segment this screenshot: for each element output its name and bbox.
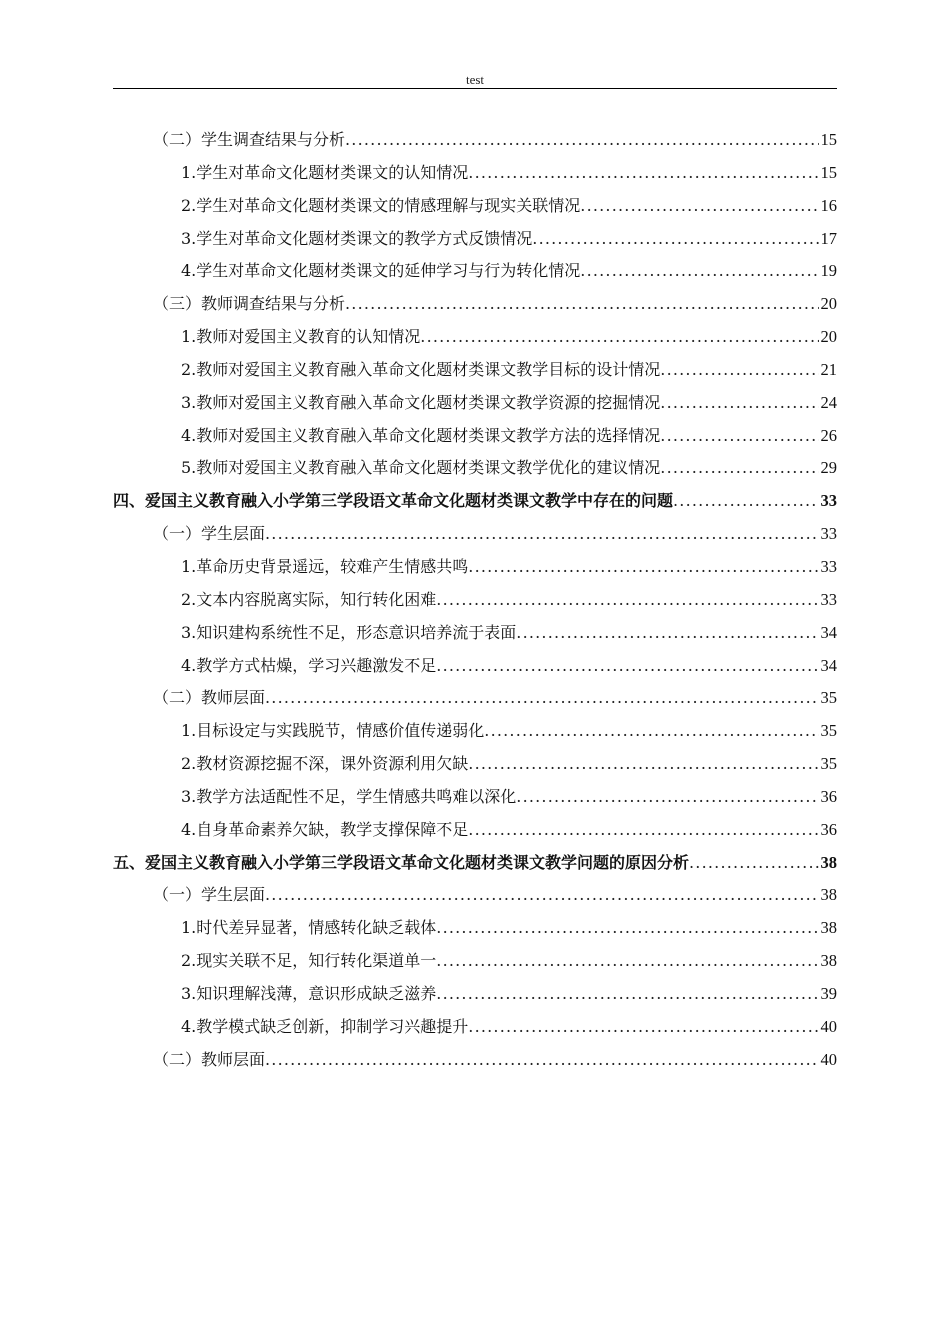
- toc-entry-title: 知识建构系统性不足，形态意识培养流于表面: [196, 622, 517, 642]
- toc-entry-title: （一）学生层面: [153, 524, 266, 544]
- dot-leader: [468, 748, 818, 781]
- toc-entry-title: 文本内容脱离实际，知行转化困难: [196, 589, 437, 609]
- dot-leader: [265, 879, 818, 912]
- toc-entry[interactable]: [113, 879, 837, 912]
- running-header: test: [465, 72, 485, 87]
- dot-leader: [673, 485, 818, 518]
- dot-leader: [436, 978, 818, 1011]
- toc-entry[interactable]: [113, 847, 837, 880]
- toc-entry-title: 学生对革命文化题材类课文的教学方式反馈情况: [196, 228, 533, 248]
- toc-entry[interactable]: [113, 255, 837, 288]
- toc-entry[interactable]: [113, 617, 837, 650]
- toc-entry-page-number: 34: [820, 622, 837, 642]
- toc-entry-page-number: 40: [820, 1016, 837, 1036]
- toc-entry[interactable]: [113, 157, 837, 190]
- toc-entry-page-number: 35: [820, 754, 837, 774]
- toc-entry-page-number: 33: [820, 524, 837, 544]
- toc-entry-number: 3.: [181, 983, 197, 1003]
- toc-entry-page-number: 15: [820, 130, 837, 149]
- toc-entry-title: 学生对革命文化题材类课文的情感理解与现实关联情况: [196, 195, 581, 215]
- dot-leader: [345, 124, 818, 157]
- toc-entry-number: 1.: [181, 162, 197, 182]
- toc-entry-number: 4.: [181, 819, 197, 839]
- dot-leader: [580, 190, 818, 223]
- toc-entry-title: 教学方式枯燥，学习兴趣激发不足: [196, 655, 437, 675]
- toc-entry-page-number: 21: [820, 359, 837, 379]
- toc-entry-number: 1.: [181, 556, 197, 576]
- toc-entry-title: 教学模式缺乏创新，抑制学习兴趣提升: [196, 1016, 469, 1036]
- toc-entry-page-number: 38: [820, 918, 837, 938]
- toc-entry-page-number: 39: [820, 983, 837, 1003]
- dot-leader: [484, 715, 818, 748]
- dot-leader: [265, 682, 818, 715]
- toc-entry-page-number: 38: [820, 951, 837, 971]
- dot-leader: [468, 1011, 818, 1044]
- toc-entry-number: 2.: [181, 951, 197, 971]
- toc-entry-number: 2.: [181, 754, 197, 774]
- toc-entry[interactable]: [113, 288, 837, 321]
- toc-entry-number: 3.: [181, 622, 197, 642]
- toc-entry-number: 1.: [181, 721, 197, 741]
- toc-entry-title: 教师对爱国主义教育的认知情况: [196, 327, 421, 347]
- dot-leader: [468, 814, 818, 847]
- toc-entry-page-number: 34: [820, 655, 837, 675]
- toc-entry-title: 学生对革命文化题材类课文的延伸学习与行为转化情况: [196, 261, 581, 281]
- toc-entry[interactable]: [113, 912, 837, 945]
- toc-entry-title: （二）教师层面: [153, 688, 266, 708]
- toc-entry[interactable]: [113, 945, 837, 978]
- toc-entry-title: 学生对革命文化题材类课文的认知情况: [196, 162, 469, 182]
- toc-entry-number: 3.: [181, 392, 197, 412]
- toc-entry[interactable]: [113, 551, 837, 584]
- dot-leader: [660, 387, 818, 420]
- toc-entry-page-number: 35: [820, 688, 837, 708]
- toc-entry-page-number: 16: [820, 195, 837, 215]
- dot-leader: [265, 1044, 818, 1077]
- toc-entry-title: 现实关联不足，知行转化渠道单一: [196, 951, 437, 971]
- toc-entry-title: 教师对爱国主义教育融入革命文化题材类课文教学方法的选择情况: [196, 425, 661, 445]
- dot-leader: [516, 617, 818, 650]
- toc-entry[interactable]: [113, 354, 837, 387]
- dot-leader: [468, 157, 818, 190]
- toc-entry[interactable]: [113, 715, 837, 748]
- toc-entry-title: （二）教师层面: [153, 1049, 266, 1069]
- toc-entry-page-number: 15: [820, 162, 837, 182]
- toc-entry[interactable]: [113, 518, 837, 551]
- dot-leader: [436, 650, 818, 683]
- toc-entry-title: 四、爱国主义教育融入小学第三学段语文革命文化题材类课文教学中存在的问题: [113, 491, 674, 511]
- toc-entry-number: 1.: [181, 918, 197, 938]
- toc-entry[interactable]: [113, 1044, 837, 1077]
- toc-entry-page-number: 33: [820, 491, 837, 511]
- toc-entry-title: 教师对爱国主义教育融入革命文化题材类课文教学目标的设计情况: [196, 359, 661, 379]
- toc-entry-page-number: 35: [820, 721, 837, 741]
- toc-entry-page-number: 33: [820, 589, 837, 609]
- toc-entry-title: （二）学生调查结果与分析: [153, 130, 346, 149]
- toc-entry-page-number: 33: [820, 556, 837, 576]
- dot-leader: [516, 781, 818, 814]
- toc-entry[interactable]: [113, 748, 837, 781]
- toc-entry-page-number: 19: [820, 261, 837, 281]
- dot-leader: [436, 584, 818, 617]
- table-of-contents: [113, 124, 837, 1076]
- toc-entry[interactable]: [113, 452, 837, 485]
- header-rule: [113, 88, 837, 89]
- toc-entry-title: 目标设定与实践脱节，情感价值传递弱化: [196, 721, 485, 741]
- toc-entry-page-number: 38: [820, 885, 837, 905]
- dot-leader: [265, 518, 818, 551]
- toc-entry[interactable]: [113, 124, 837, 157]
- toc-entry-title: 教师对爱国主义教育融入革命文化题材类课文教学优化的建议情况: [196, 458, 661, 478]
- toc-entry[interactable]: [113, 485, 837, 518]
- toc-entry[interactable]: [113, 584, 837, 617]
- dot-leader: [660, 354, 818, 387]
- dot-leader: [580, 255, 818, 288]
- toc-entry-number: 1.: [181, 327, 197, 347]
- toc-entry-page-number: 20: [820, 294, 837, 314]
- toc-entry-number: 4.: [181, 1016, 197, 1036]
- toc-entry-page-number: 36: [820, 819, 837, 839]
- dot-leader: [689, 847, 818, 880]
- toc-entry-title: 时代差异显著，情感转化缺乏载体: [196, 918, 437, 938]
- toc-entry-number: 2.: [181, 359, 197, 379]
- toc-entry-number: 4.: [181, 655, 197, 675]
- toc-entry-page-number: 38: [820, 852, 837, 872]
- toc-entry[interactable]: [113, 814, 837, 847]
- toc-entry[interactable]: [113, 978, 837, 1011]
- toc-entry[interactable]: [113, 387, 837, 420]
- dot-leader: [660, 420, 818, 453]
- dot-leader: [420, 321, 818, 354]
- toc-entry-number: 5.: [181, 458, 197, 478]
- toc-entry[interactable]: [113, 781, 837, 814]
- toc-entry-page-number: 36: [820, 786, 837, 806]
- dot-leader: [468, 551, 818, 584]
- toc-entry-title: 知识理解浅薄，意识形成缺乏滋养: [196, 983, 437, 1003]
- toc-entry-page-number: 20: [820, 327, 837, 347]
- toc-entry[interactable]: [113, 1011, 837, 1044]
- toc-entry-number: 2.: [181, 589, 197, 609]
- dot-leader: [345, 288, 818, 321]
- toc-entry-number: 3.: [181, 228, 197, 248]
- toc-entry-title: 五、爱国主义教育融入小学第三学段语文革命文化题材类课文教学问题的原因分析: [113, 852, 690, 872]
- toc-entry-page-number: 29: [820, 458, 837, 478]
- toc-entry[interactable]: [113, 321, 837, 354]
- toc-entry-title: 教材资源挖掘不深，课外资源利用欠缺: [196, 754, 469, 774]
- dot-leader: [660, 452, 818, 485]
- dot-leader: [436, 945, 818, 978]
- toc-entry-number: 2.: [181, 195, 197, 215]
- toc-entry-title: 革命历史背景遥远，较难产生情感共鸣: [196, 556, 469, 576]
- toc-entry-page-number: 17: [820, 228, 837, 248]
- toc-entry-page-number: 24: [820, 392, 837, 412]
- toc-entry[interactable]: [113, 682, 837, 715]
- toc-entry-number: 4.: [181, 261, 197, 281]
- toc-entry-page-number: 26: [820, 425, 837, 445]
- toc-entry-number: 4.: [181, 425, 197, 445]
- toc-entry-title: （三）教师调查结果与分析: [153, 294, 346, 314]
- toc-entry-title: 教学方法适配性不足，学生情感共鸣难以深化: [196, 786, 517, 806]
- toc-entry-page-number: 40: [820, 1049, 837, 1069]
- toc-entry[interactable]: [113, 420, 837, 453]
- dot-leader: [436, 912, 818, 945]
- dot-leader: [532, 223, 818, 256]
- toc-entry[interactable]: [113, 190, 837, 223]
- toc-entry-number: 3.: [181, 786, 197, 806]
- toc-entry[interactable]: [113, 650, 837, 683]
- toc-entry[interactable]: [113, 223, 837, 256]
- toc-entry-title: （一）学生层面: [153, 885, 266, 905]
- toc-entry-title: 自身革命素养欠缺，教学支撑保障不足: [196, 819, 469, 839]
- toc-entry-title: 教师对爱国主义教育融入革命文化题材类课文教学资源的挖掘情况: [196, 392, 661, 412]
